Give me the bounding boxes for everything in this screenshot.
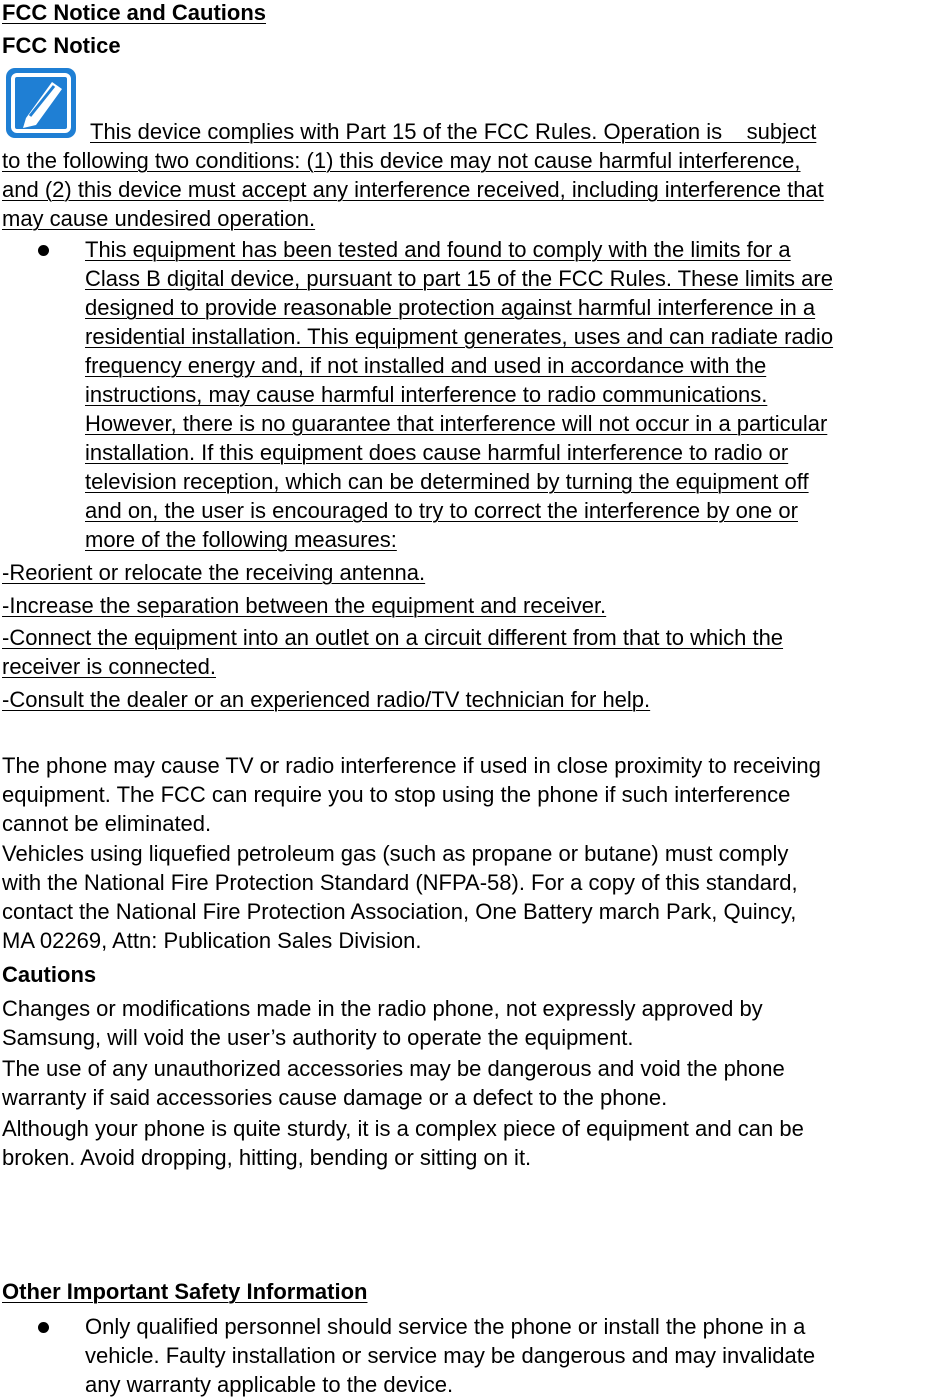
class-b-line: instructions, may cause harmful interference to radio communications. [85,382,768,407]
class-b-line: residential installation. This equipment generates, uses and can radiate radio [85,324,834,349]
class-b-line: and on, the user is encouraged to try to correct the interference by one or [85,498,798,523]
class-b-line: designed to provide reasonable protection against harmful interference in a [85,295,816,320]
phone-interference-line: equipment. The FCC can require you to stop using the phone if such interference [2,782,791,807]
cautions-line: The use of any unauthorized accessories may be dangerous and void the phone [2,1056,785,1081]
vehicle-line: Vehicles using liquefied petroleum gas (such as propane or butane) must comply [2,841,789,866]
class-b-line: installation. If this equipment does cause harmful interference to radio or [85,440,789,465]
cautions-line: warranty if said accessories cause damage or a defect to the phone. [2,1085,668,1110]
note-text-line: may cause undesired operation. [2,206,316,231]
note-text-line: and (2) this device must accept any interference received, including interference that [2,177,824,202]
vehicle-line: with the National Fire Protection Standard (NFPA-58). For a copy of this standard, [2,870,798,895]
fcc-notice-heading: FCC Notice [2,33,121,58]
safety-bullet-line: vehicle. Faulty installation or service may be dangerous and may invalidate [85,1343,816,1368]
cautions-line: Changes or modifications made in the radio phone, not expressly approved by [2,996,763,1021]
note-text-line: This device complies with Part 15 of the FCC Rules. Operation is subject [90,119,817,144]
measure-line: -Connect the equipment into an outlet on a circuit different from that to which the [2,625,784,650]
safety-title: Other Important Safety Information [2,1279,368,1304]
class-b-line: This equipment has been tested and found to comply with the limits for a [85,237,791,262]
class-b-line: television reception, which can be determined by turning the equipment off [85,469,809,494]
measure-line: -Reorient or relocate the receiving antenna. [2,560,426,585]
measure-line: receiver is connected. [2,654,216,679]
cautions-line: Although your phone is quite sturdy, it is a complex piece of equipment and can be [2,1116,804,1141]
note-pencil-icon [4,66,78,140]
safety-bullet-line: any warranty applicable to the device. [85,1372,454,1397]
class-b-line: Class B digital device, pursuant to part 15 of the FCC Rules. These limits are [85,266,833,291]
cautions-line: broken. Avoid dropping, hitting, bending or sitting on it. [2,1145,532,1170]
vehicle-line: contact the National Fire Protection Association, One Battery march Park, Quincy, [2,899,797,924]
phone-interference-line: The phone may cause TV or radio interference if used in close proximity to receiving [2,753,821,778]
cautions-heading: Cautions [2,962,97,987]
class-b-line: more of the following measures: [85,527,397,552]
phone-interference-line: cannot be eliminated. [2,811,212,836]
measure-line: -Consult the dealer or an experienced radio/TV technician for help. [2,687,651,712]
fcc-title: FCC Notice and Cautions [2,0,267,25]
class-b-line: frequency energy and, if not installed and used in accordance with the [85,353,767,378]
bullet-marker [38,1322,49,1333]
note-text-line: to the following two conditions: (1) this device may not cause harmful interference, [2,148,801,173]
measure-line: -Increase the separation between the equipment and receiver. [2,593,607,618]
cautions-line: Samsung, will void the user’s authority to operate the equipment. [2,1025,634,1050]
bullet-marker [38,245,49,256]
class-b-line: However, there is no guarantee that interference will not occur in a particular [85,411,828,436]
vehicle-line: MA 02269, Attn: Publication Sales Division. [2,928,422,953]
safety-bullet-line: Only qualified personnel should service the phone or install the phone in a [85,1314,806,1339]
